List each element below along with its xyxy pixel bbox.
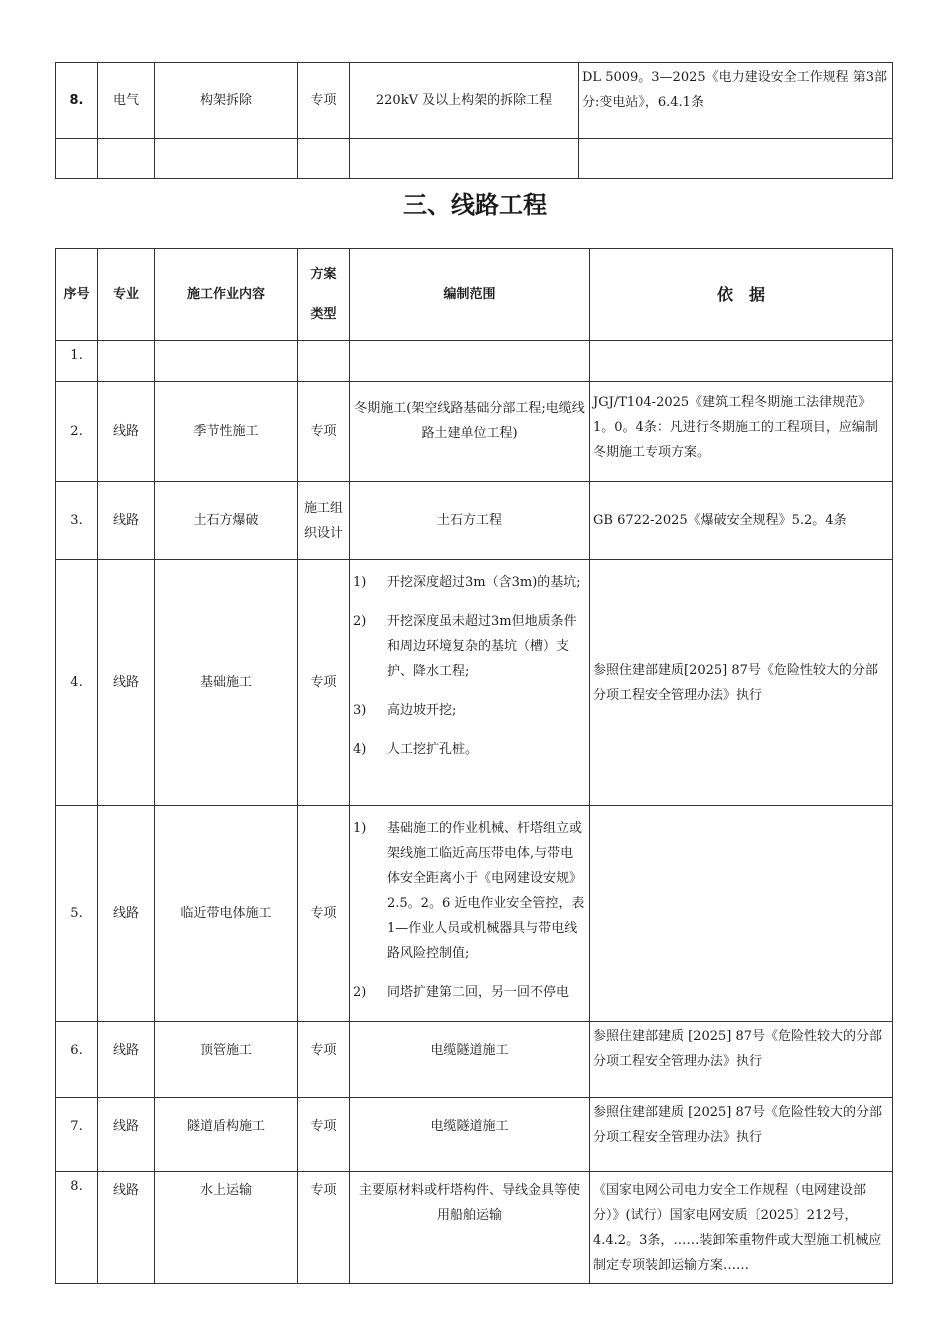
row-content — [155, 341, 298, 382]
table-row — [56, 341, 893, 382]
row-type: 施工组织设计 — [298, 482, 350, 560]
table-row — [56, 1172, 893, 1284]
list-item-number: 3) — [353, 703, 367, 718]
row-scope: 冬期施工(架空线路基础分部工程;电缆线路土建单位工程) — [350, 382, 590, 482]
row-basis: 参照住建部建质[2025] 87号《危险性较大的分部分项工程安全管理办法》执行 — [590, 560, 893, 806]
row-basis — [590, 341, 893, 382]
row-scope: 电缆隧道施工 — [350, 1022, 590, 1098]
row-content: 临近带电体施工 — [155, 806, 298, 1022]
row-discipline — [98, 341, 155, 382]
list-item — [353, 570, 586, 595]
row-number: 5. — [56, 806, 98, 1022]
row-discipline: 电气 — [98, 63, 155, 139]
list-item-text: 开挖深度超过3m（含3m)的基坑; — [387, 575, 581, 590]
row-basis: 参照住建部建质 [2025] 87号《危险性较大的分部分项工程安全管理办法》执行 — [590, 1098, 893, 1172]
list-item-number: 1) — [353, 575, 367, 590]
table-header-row — [56, 249, 893, 341]
list-item-text: 开挖深度虽未超过3m但地质条件和周边环境复杂的基坑（槽）支护、降水工程; — [387, 614, 577, 679]
list-item-text: 同塔扩建第二回，另一回不停电 — [387, 985, 570, 1000]
row-discipline: 线路 — [98, 482, 155, 560]
row-type: 专项 — [298, 1172, 350, 1284]
row-scope: 220kV 及以上构架的拆除工程 — [350, 63, 579, 139]
list-item — [353, 737, 586, 762]
row-discipline: 线路 — [98, 1172, 155, 1284]
row-type: 专项 — [298, 382, 350, 482]
list-item-text: 基础施工的作业机械、杆塔组立或架线施工临近高压带电体,与带电体安全距离小于《电网建设安规》2.5。2。6 近电作业安全管控，表1—作业人员或机械器具与带电线路风险控制值; — [387, 821, 585, 961]
list-item — [353, 698, 586, 723]
row-basis: JGJ/T104-2025《建筑工程冬期施工法律规范》1。0。4条：凡进行冬期施工的工程项目，应编制冬期施工专项方案。 — [590, 382, 893, 482]
row-content: 隧道盾构施工 — [155, 1098, 298, 1172]
row-content: 构架拆除 — [155, 63, 298, 139]
header-scope: 编制范围 — [350, 249, 590, 341]
row-number: 2. — [56, 382, 98, 482]
table-row — [56, 1098, 893, 1172]
row-content: 土石方爆破 — [155, 482, 298, 560]
row-number: 4. — [56, 560, 98, 806]
table-row-empty — [56, 139, 893, 179]
row-type — [298, 341, 350, 382]
row-number: 7. — [56, 1098, 98, 1172]
list-item-number: 2) — [353, 985, 367, 1000]
row-number: 8. — [56, 63, 98, 139]
row-type: 专项 — [298, 806, 350, 1022]
header-type-line1: 方案 — [310, 266, 337, 282]
row-content: 顶管施工 — [155, 1022, 298, 1098]
row-type: 专项 — [298, 1098, 350, 1172]
row-number: 3. — [56, 482, 98, 560]
row-scope: 主要原材料或杆塔构件、导线金具等使用船舶运输 — [350, 1172, 590, 1284]
row-type: 专项 — [298, 63, 350, 139]
header-no: 序号 — [56, 249, 98, 341]
row-number: 1. — [56, 341, 98, 382]
row-number: 8. — [56, 1172, 98, 1284]
row-content: 季节性施工 — [155, 382, 298, 482]
header-discipline: 专业 — [98, 249, 155, 341]
table-row — [56, 1022, 893, 1098]
list-item-number: 2) — [353, 614, 367, 629]
row-basis: 《国家电网公司电力安全工作规程（电网建设部分）》(试行）国家电网安质〔2025〕212号，4.4.2。3条，……装卸笨重物件或大型施工机械应制定专项装卸运输方案…… — [590, 1172, 893, 1284]
header-type — [298, 249, 350, 341]
row-discipline: 线路 — [98, 806, 155, 1022]
row-type: 专项 — [298, 1022, 350, 1098]
row-discipline: 线路 — [98, 1022, 155, 1098]
row-scope: 土石方工程 — [350, 482, 590, 560]
row-basis — [590, 806, 893, 1022]
row-basis: 参照住建部建质 [2025] 87号《危险性较大的分部分项工程安全管理办法》执行 — [590, 1022, 893, 1098]
table-row — [56, 482, 893, 560]
table-row — [56, 806, 893, 1022]
list-item-number: 4) — [353, 742, 367, 757]
row-discipline: 线路 — [98, 560, 155, 806]
row-basis: DL 5009。3—2025《电力建设安全工作规程 第3部分:变电站》，6.4.1条 — [579, 63, 893, 139]
list-item — [353, 980, 586, 1005]
row-discipline: 线路 — [98, 1098, 155, 1172]
table-row — [56, 382, 893, 482]
row-number: 6. — [56, 1022, 98, 1098]
list-item-text: 高边坡开挖; — [387, 703, 457, 718]
row-scope — [350, 341, 590, 382]
table-row — [56, 560, 893, 806]
header-content: 施工作业内容 — [155, 249, 298, 341]
row-discipline: 线路 — [98, 382, 155, 482]
header-type-line2: 类型 — [310, 306, 337, 322]
row-type: 专项 — [298, 560, 350, 806]
row-basis: GB 6722-2025《爆破安全规程》5.2。4条 — [590, 482, 893, 560]
row-scope-list — [350, 560, 590, 806]
list-item — [353, 816, 586, 966]
top-table — [55, 62, 893, 179]
main-table — [55, 248, 893, 1284]
row-content: 水上运输 — [155, 1172, 298, 1284]
list-item — [353, 609, 586, 684]
row-scope: 电缆隧道施工 — [350, 1098, 590, 1172]
row-scope-list — [350, 806, 590, 1022]
row-content: 基础施工 — [155, 560, 298, 806]
table-row — [56, 63, 893, 139]
list-item-text: 人工挖扩孔桩。 — [387, 742, 479, 757]
header-basis: 依 据 — [590, 249, 893, 341]
section-title: 三、线路工程 — [403, 191, 547, 219]
list-item-number: 1) — [353, 821, 367, 836]
